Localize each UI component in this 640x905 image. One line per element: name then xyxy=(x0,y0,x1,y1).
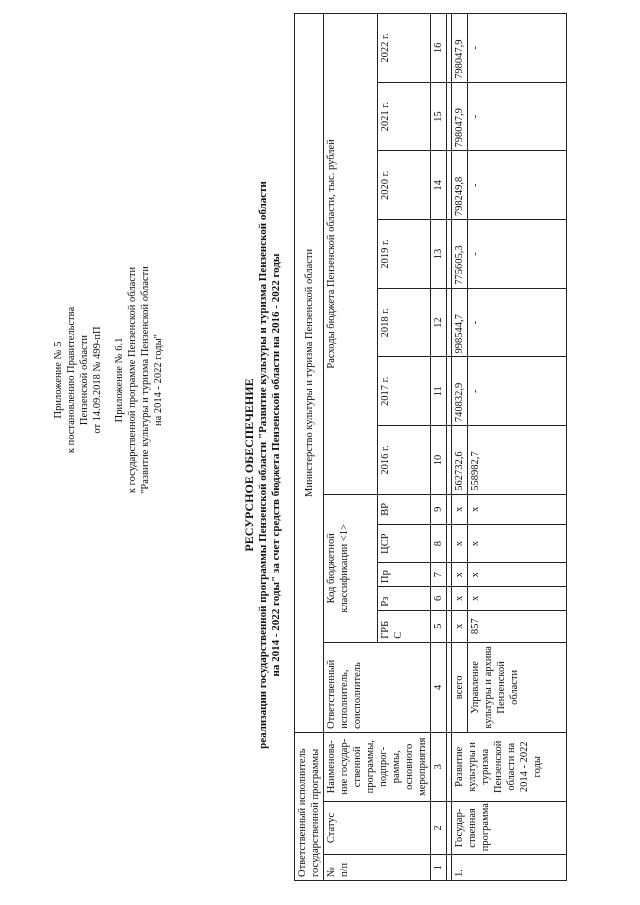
title-sub-1: реализации государственной программы Пензенской области "Развитие культуры и туризма Пензенской области xyxy=(257,181,269,749)
cell-value: 998544,7 xyxy=(452,288,468,357)
header-year: 2020 г. xyxy=(377,151,431,220)
cell-grbs: 857 xyxy=(468,610,567,642)
cell-value: 562732,6 xyxy=(452,426,468,495)
cell-value: - xyxy=(468,288,567,357)
appendix-block xyxy=(52,235,165,525)
cell-pr: х xyxy=(452,563,468,587)
col-number: 3 xyxy=(431,732,447,801)
title-sub-2: на 2014 - 2022 годы" за счет средств бюджета Пензенской области на 2016 - 2022 годы xyxy=(270,253,282,677)
cell-rz: х xyxy=(468,587,567,611)
appendix-line: к государственной программе Пензенской области xyxy=(127,266,138,494)
header-status: Статус xyxy=(324,801,431,855)
row-num: 1. xyxy=(452,855,567,881)
document-title xyxy=(243,115,283,815)
col-number: 1 xyxy=(431,855,447,881)
header-year: 2018 г. xyxy=(377,288,431,357)
cell-value: 798047,9 xyxy=(452,82,468,151)
cell-csr: х xyxy=(452,524,468,563)
col-number: 15 xyxy=(431,82,447,151)
cell-value: 775605,3 xyxy=(452,220,468,289)
appendix-line: к постановлению Правительства xyxy=(66,306,77,454)
row-status: Государ-ственная программа xyxy=(452,801,567,855)
col-number: 8 xyxy=(431,524,447,563)
cell-value: 798249,8 xyxy=(452,151,468,220)
appendix-line: "Развитие культуры и туризма Пензенской области xyxy=(140,266,151,494)
cell-csr: х xyxy=(468,524,567,563)
cell-value: 558982,7 xyxy=(468,426,567,495)
cell-value: - xyxy=(468,151,567,220)
header-expenses: Расходы бюджета Пензенской области, тыс. рублей xyxy=(324,14,378,495)
col-number: 4 xyxy=(431,642,447,732)
header-vr: ВР xyxy=(377,494,431,524)
cell-value: - xyxy=(468,14,567,83)
col-number: 9 xyxy=(431,494,447,524)
header-name: Наименова-ние государ-ственной программы, подпрог-раммы, основного мероприятия xyxy=(324,732,431,801)
column-number-row xyxy=(431,14,447,881)
cell-vr: х xyxy=(468,494,567,524)
col-number: 16 xyxy=(431,14,447,83)
col-number: 11 xyxy=(431,357,447,426)
appendix-line: от 14.09.2018 № 499-пП xyxy=(92,326,103,434)
header-pr: Пр xyxy=(377,563,431,587)
col-number: 5 xyxy=(431,610,447,642)
header-budget-code: Код бюджетной классификации <1> xyxy=(324,494,378,642)
col-number: 7 xyxy=(431,563,447,587)
header-csr: ЦСР xyxy=(377,524,431,563)
cell-value: 740832,9 xyxy=(452,357,468,426)
appendix-line: Приложение № 6.1 xyxy=(114,337,125,423)
col-number: 6 xyxy=(431,587,447,611)
appendix-line: Пензенской области xyxy=(79,334,90,426)
header-grbs: ГРБ С xyxy=(377,610,431,642)
table-row xyxy=(452,14,468,881)
header-year: 2021 г. xyxy=(377,82,431,151)
appendix-line: на 2014 - 2022 годы" xyxy=(153,334,164,426)
cell-value: - xyxy=(468,82,567,151)
header-year: 2016 г. xyxy=(377,426,431,495)
header-year: 2017 г. xyxy=(377,357,431,426)
appendix-gap xyxy=(104,235,113,525)
row-responsible-sub: Управление культуры и архива Пензенской области xyxy=(468,642,567,732)
cell-value: - xyxy=(468,357,567,426)
resource-table xyxy=(294,13,567,881)
row-name: Развитие культуры и туризма Пензенской области на 2014 - 2022 годы xyxy=(452,732,567,801)
appendix-line: Приложение № 5 xyxy=(53,341,64,419)
header-year: 2019 г. xyxy=(377,220,431,289)
cell-vr: х xyxy=(452,494,468,524)
col-number: 10 xyxy=(431,426,447,495)
header-num: № п/п xyxy=(324,855,431,881)
cell-rz: х xyxy=(452,587,468,611)
col-number: 13 xyxy=(431,220,447,289)
col-number: 12 xyxy=(431,288,447,357)
cell-value: 798047,9 xyxy=(452,14,468,83)
col-number: 14 xyxy=(431,151,447,220)
header-year: 2022 г. xyxy=(377,14,431,83)
row-responsible-total: всего xyxy=(452,642,468,732)
title-main: РЕСУРСНОЕ ОБЕСПЕЧЕНИЕ xyxy=(242,378,256,552)
executor-row xyxy=(295,14,324,881)
executor-value: Министерство культуры и туризма Пензенской области xyxy=(295,14,324,733)
header-responsible: Ответственный исполнитель, соисполнитель xyxy=(324,642,431,732)
cell-value: - xyxy=(468,220,567,289)
header-rz: Рз xyxy=(377,587,431,611)
header-row xyxy=(324,14,378,881)
col-number: 2 xyxy=(431,801,447,855)
executor-label: Ответственный исполнитель государственной программы xyxy=(295,732,324,880)
cell-grbs: х xyxy=(452,610,468,642)
cell-pr: х xyxy=(468,563,567,587)
